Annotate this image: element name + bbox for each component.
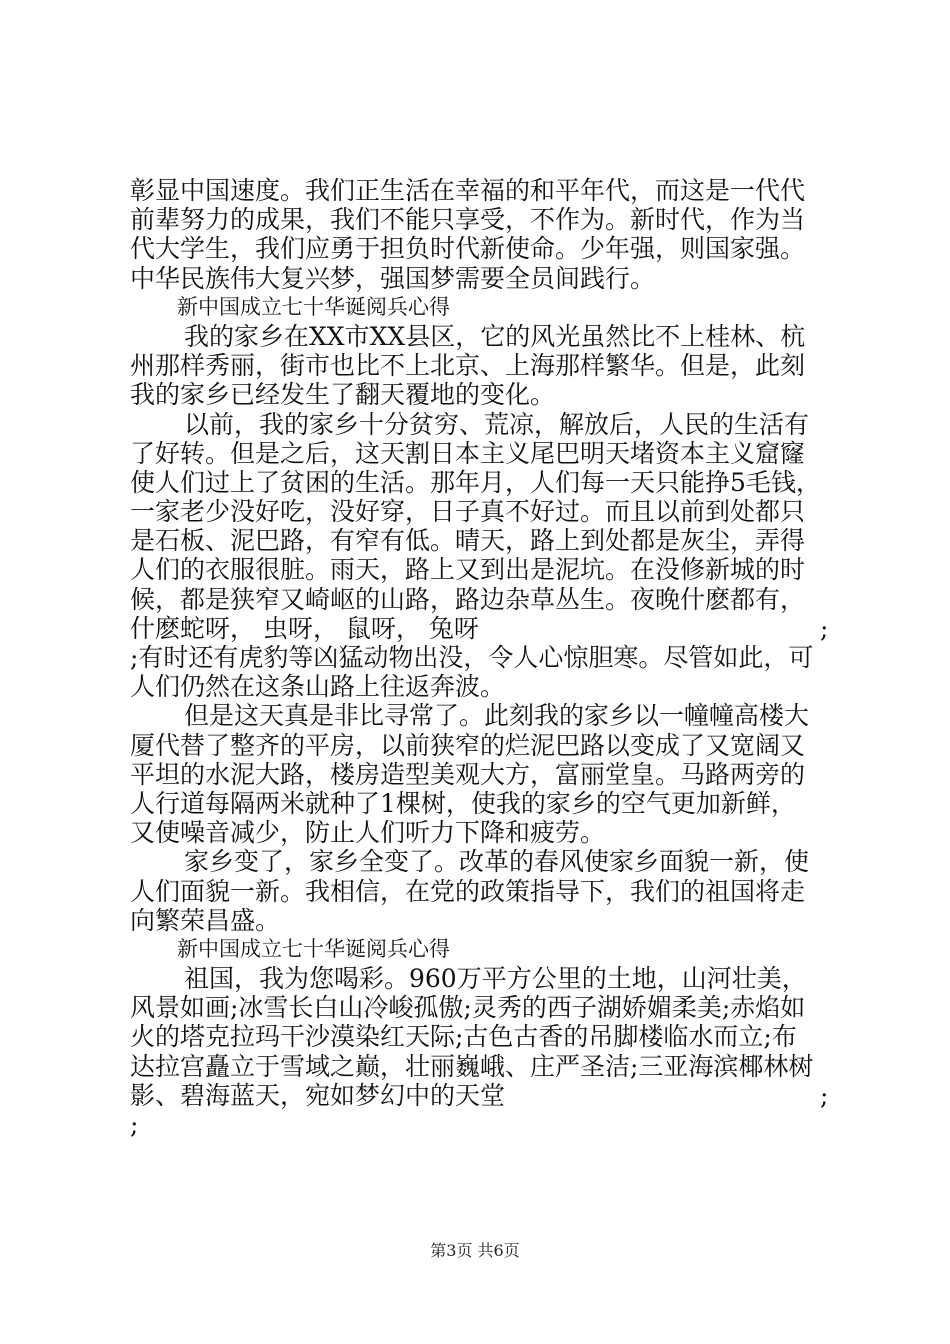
text-line: 达拉宫矗立于雪域之巅，壮丽巍峨、庄严圣洁;三亚海滨椰林树 <box>130 1051 814 1081</box>
line-trailing-semicolon: ; <box>820 1080 829 1110</box>
text-line: 彰显中国速度。我们正生活在幸福的和平年代，而这是一代代 <box>130 176 806 205</box>
text-line: 向繁荣昌盛。 <box>130 905 281 935</box>
line-trailing-semicolon: ; <box>820 613 829 643</box>
text-line: ; <box>130 1110 139 1139</box>
text-line: ;有时还有虎豹等凶猛动物出没，令人心惊胆寒。尽管如此，可 <box>130 643 814 672</box>
text-line: 中华民族伟大复兴梦，强国梦需要全员间践行。 <box>130 263 656 293</box>
text-line: 了好转。但是之后，这天割日本主义尾巴明天堵资本主义窟窿 <box>130 438 806 468</box>
section-heading: 新中国成立七十华诞阅兵心得 <box>177 936 450 961</box>
text-line: 候，都是狭窄又崎岖的山路，路边杂草丛生。夜晚什麽都有， <box>130 584 806 614</box>
page-number: 第3页 共6页 <box>430 1241 520 1260</box>
paragraph-start: 以前，我的家乡十分贫穷、荒凉，解放后，人民的生活有 <box>184 409 810 439</box>
text-line: 火的塔克拉玛干沙漠染红天际;古色古香的吊脚楼临水而立;布 <box>130 1022 797 1052</box>
text-line: 厦代替了整齐的平房，以前狭窄的烂泥巴路以变成了又宽阔又 <box>130 730 806 760</box>
paragraph-start: 我的家乡在XX市XX县区，它的风光虽然比不上桂林、杭 <box>184 321 806 351</box>
document-body <box>130 176 830 1139</box>
page-footer <box>0 1241 950 1261</box>
text-line: 人行道每隔两米就种了1棵树，使我的家乡的空气更加新鲜， <box>130 788 796 818</box>
paragraph-start: 但是这天真是非比寻常了。此刻我的家乡以一幢幢高楼大 <box>184 701 810 731</box>
text-line: 什麽蛇呀， 虫呀， 鼠呀， 兔呀 ; <box>130 613 829 643</box>
text-line: 影、碧海蓝天，宛如梦幻中的天堂 ; <box>130 1080 829 1110</box>
paragraph-start: 祖国，我为您喝彩。960万平方公里的土地，山河壮美， <box>184 964 807 994</box>
text-line: 使人们过上了贫困的生活。那年月，人们每一天只能挣5毛钱， <box>130 467 821 497</box>
text-line: 是石板、泥巴路，有窄有低。晴天，路上到处都是灰尘，弄得 <box>130 526 806 556</box>
text-line: 又使噪音减少，防止人们听力下降和疲劳。 <box>130 818 606 848</box>
text-line: 人们的衣服很脏。雨天，路上又到出是泥坑。在没修新城的时 <box>130 555 806 585</box>
text-line: 前辈努力的成果，我们不能只享受，不作为。新时代，作为当 <box>130 205 806 235</box>
text-line: 我的家乡已经发生了翻天覆地的变化。 <box>130 380 556 410</box>
text-line: 代大学生，我们应勇于担负时代新使命。少年强，则国家强。 <box>130 234 806 264</box>
text-line: 人们仍然在这条山路上往返奔波。 <box>130 672 506 702</box>
text-line: 平坦的水泥大路，楼房造型美观大方，富丽堂皇。马路两旁的 <box>130 759 806 789</box>
text-line: 人们面貌一新。我相信，在党的政策指导下，我们的祖国将走 <box>130 876 806 906</box>
text-line: 一家老少没好吃，没好穿，日子真不好过。而且以前到处都只 <box>130 497 806 527</box>
text-line: 州那样秀丽，街市也比不上北京、上海那样繁华。但是，此刻 <box>130 351 806 381</box>
section-heading: 新中国成立七十华诞阅兵心得 <box>177 294 450 319</box>
paragraph-start: 家乡变了，家乡全变了。改革的春风使家乡面貌一新，使 <box>184 847 810 877</box>
text-line: 风景如画;冰雪长白山冷峻孤傲;灵秀的西子湖娇媚柔美;赤焰如 <box>130 993 806 1023</box>
